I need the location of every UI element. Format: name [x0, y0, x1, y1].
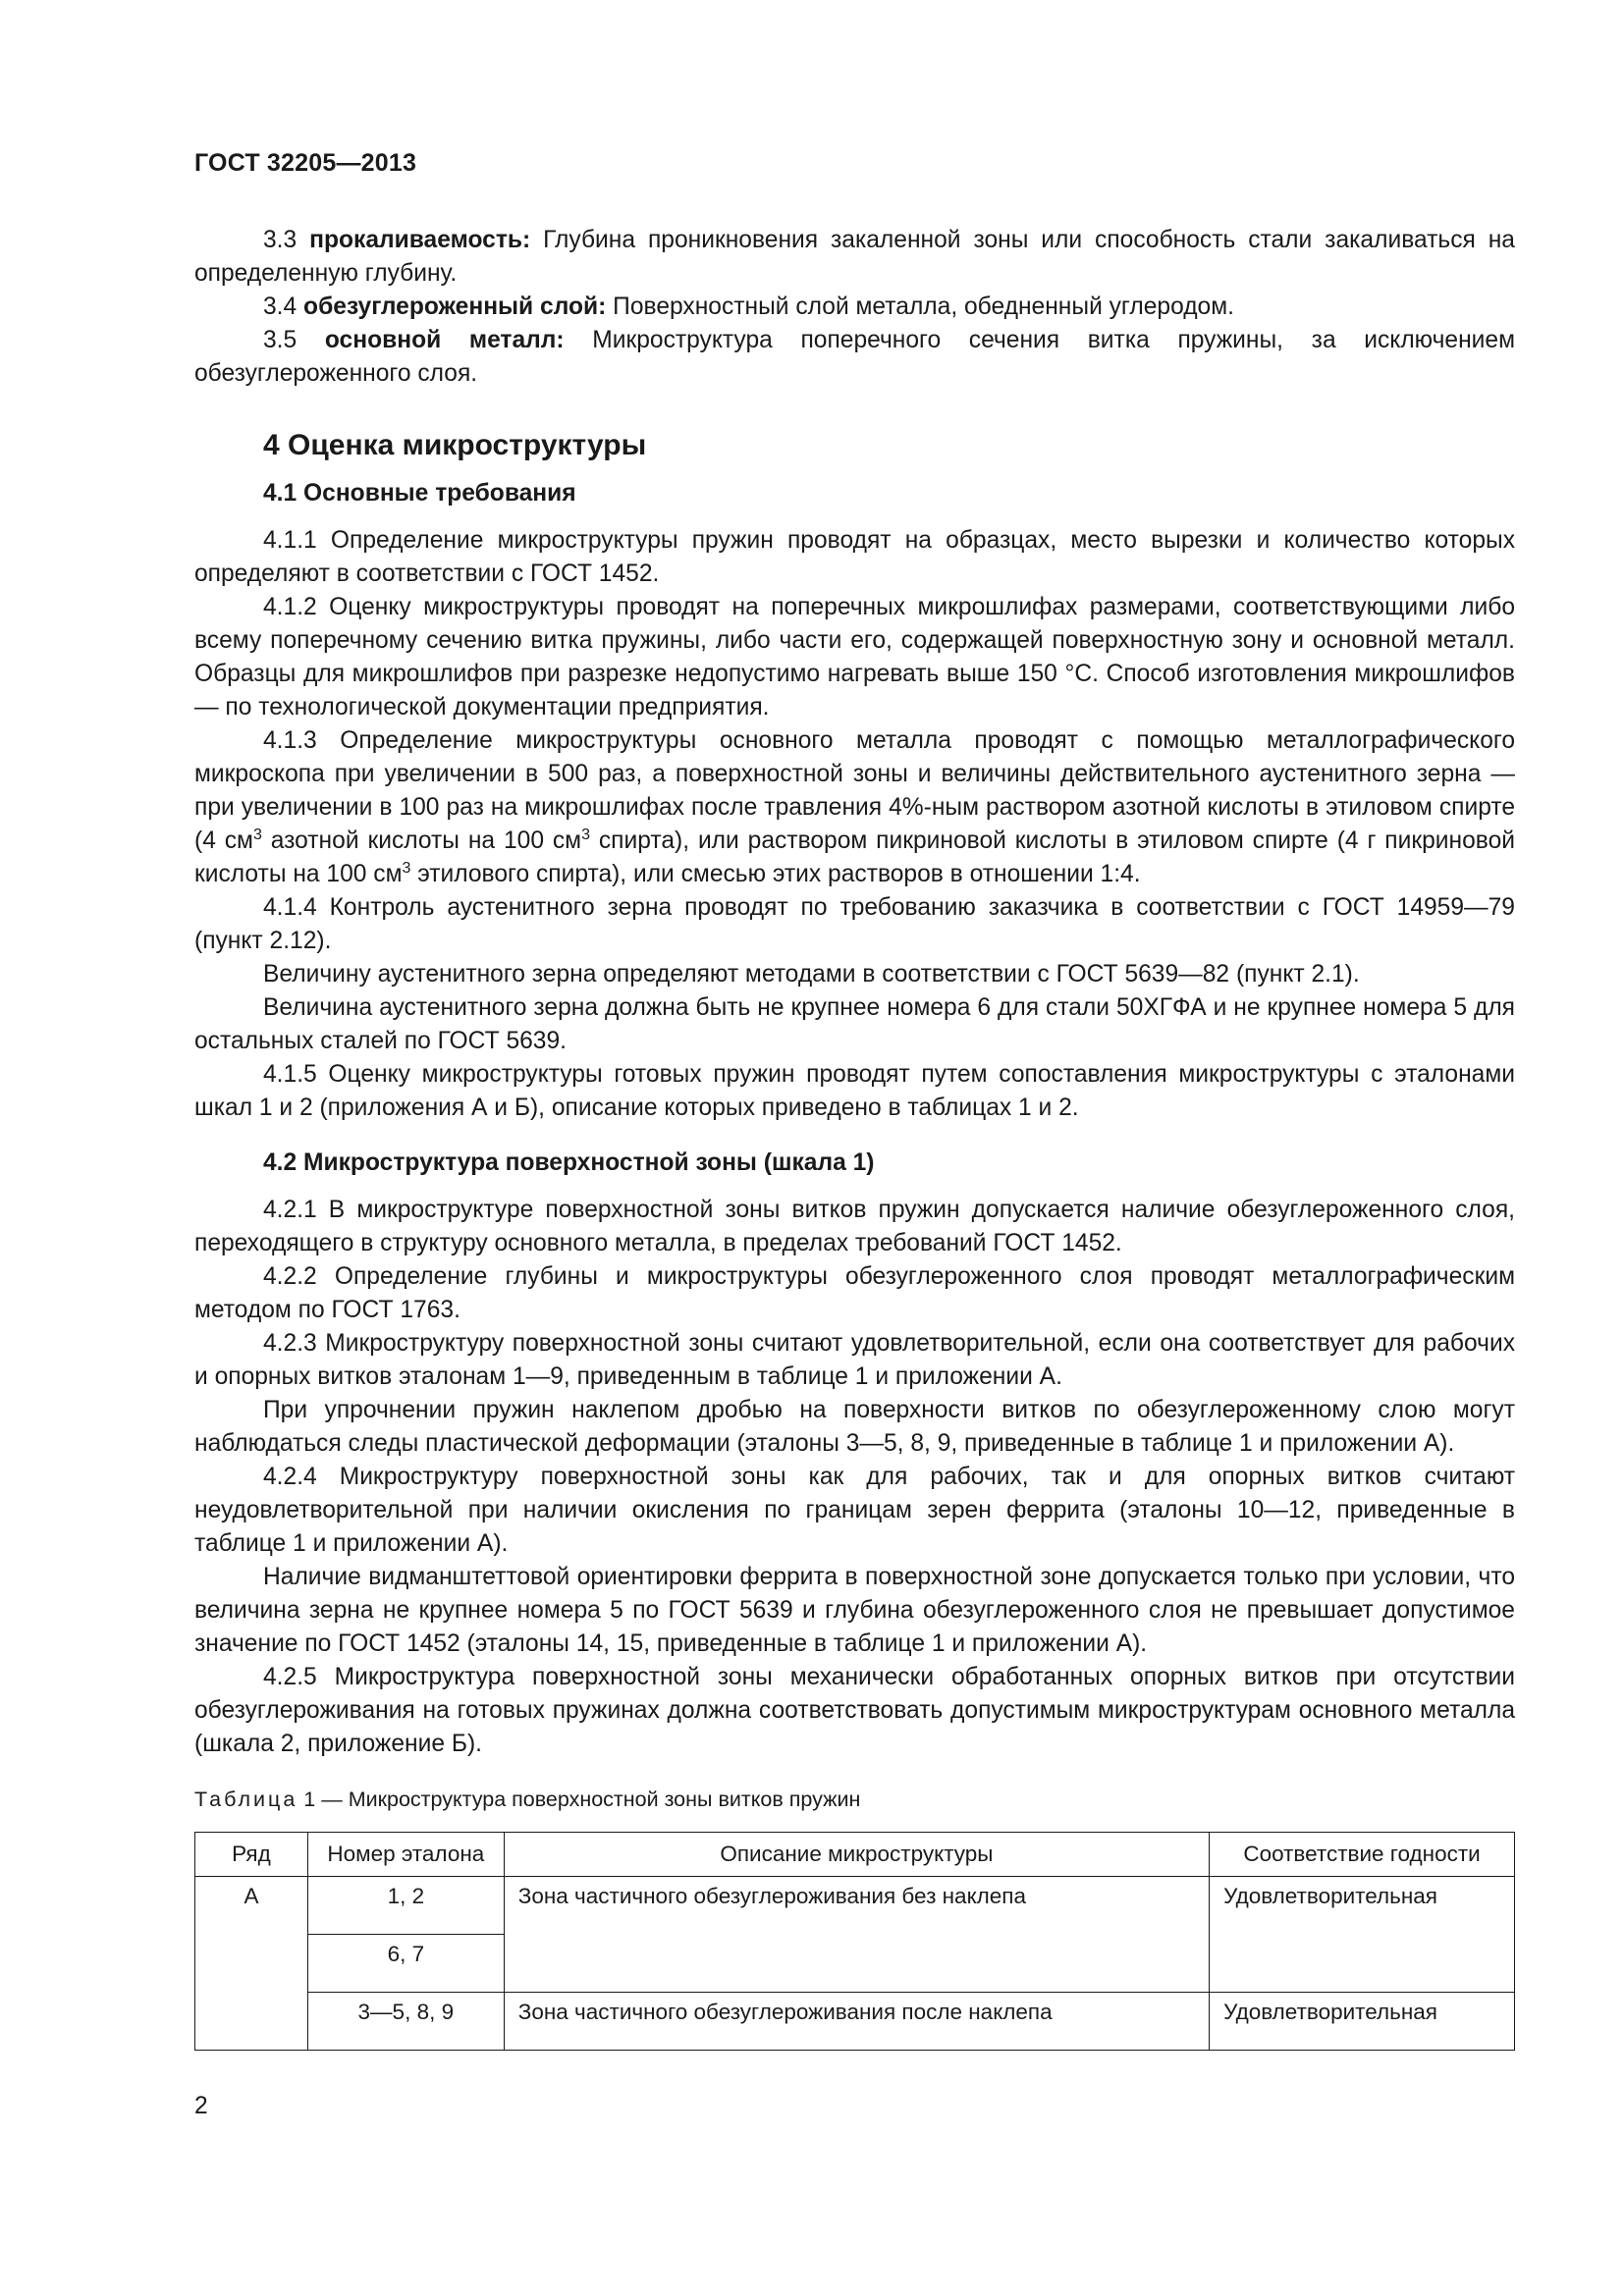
paragraph-4-1-2: 4.1.2 Оценку микроструктуры проводят на поперечных микрошлифах размерами, соответствующими либо всему поперечному сечению витка пружины, либо части его, содержащей поверхностную зону и основной металл. Образцы для микрошлифов при разрезке недопустимо нагревать выше 150 °С. Способ изготовления микрошлифов — по технологической документации предприятия. — [194, 594, 1515, 721]
paragraph-4-2-5: 4.2.5 Микроструктура поверхностной зоны механически обработанных опорных витков при отсутствии обезуглероживания на готовых пружинах должна соответствовать допустимым микроструктурам основного металла (шкала 2, приложение Б). — [194, 1664, 1515, 1757]
description-cell: Зона частичного обезуглероживания без наклепа — [504, 1877, 1209, 1993]
term: прокаливаемость: — [309, 227, 531, 253]
paragraph-4-1-1: 4.1.1 Определение микроструктуры пружин проводят на образцах, место вырезки и количество которых определяют в соответствии с ГОСТ 1452. — [194, 527, 1515, 587]
term: основной металл: — [324, 327, 565, 353]
header-description: Описание микроструктуры — [504, 1833, 1209, 1877]
description-cell: Зона частичного обезуглероживания после наклепа — [504, 1993, 1209, 2051]
paragraph-4-1-5: 4.1.5 Оценку микроструктуры готовых пружин проводят путем сопоставления микроструктуры с эталонами шкал 1 и 2 (приложения А и Б), описание которых приведено в таблицах 1 и 2. — [194, 1061, 1515, 1121]
term: обезуглероженный слой: — [303, 294, 607, 320]
microstructure-table — [194, 1832, 1515, 2051]
paragraph-4-2-2: 4.2.2 Определение глубины и микроструктуры обезуглероженного слоя проводят металлографическим методом по ГОСТ 1763. — [194, 1263, 1515, 1323]
definition-3-4: 3.4 обезуглероженный слой: Поверхностный слой металла, обедненный углеродом. — [263, 294, 1234, 320]
paragraph-widmanstatten: Наличие видманштеттовой ориентировки феррита в поверхностной зоне допускается только при условии, что величина зерна не крупнее номера 5 по ГОСТ 5639 и глубина обезуглероженного слоя не превышает допустимое значение по ГОСТ 1452 (эталоны 14, 15, приведенные в таблице 1 и приложении А). — [194, 1564, 1515, 1657]
header-etalon-number: Номер эталона — [307, 1833, 504, 1877]
paragraph-4-1-4: 4.1.4 Контроль аустенитного зерна проводят по требованию заказчика в соответствии с ГОСТ 14959—79 (пункт 2.12). — [194, 894, 1515, 954]
paragraph-grain-methods: Величину аустенитного зерна определяют методами в соответствии с ГОСТ 5639—82 (пункт 2.1). — [263, 961, 1360, 988]
paragraph-4-1-3: 4.1.3 Определение микроструктуры основного металла проводят с помощью металлографического микроскопа при увеличении в 500 раз, а поверхностной зоны и величины действительного аустенитного зерна — при увеличении в 100 раз на микрошлифах после травления 4%-ным раствором азотной кислоты в этиловом спирте (4 $см^3$ азотной кислоты на 100 $см^3$ спирта), или раствором пикриновой кислоты в этиловом спирте (4 г пикриновой кислоты на 100 $см^3$ этилового спирта), или смесью этих растворов в отношении 1:4. — [194, 727, 1516, 887]
row-group-cell: А — [195, 1877, 308, 2051]
etalon-cell: 1, 2 — [307, 1877, 504, 1935]
suitability-cell: Удовлетворительная — [1210, 1877, 1515, 1993]
header-row-group: Ряд — [195, 1833, 308, 1877]
header-suitability: Соответствие годности — [1210, 1833, 1515, 1877]
paragraph-4-2-1: 4.2.1 В микроструктуре поверхностной зоны витков пружин допускается наличие обезуглероженного слоя, переходящего в структуру основного металла, в пределах требований ГОСТ 1452. — [194, 1197, 1515, 1256]
paragraph-4-2-4: 4.2.4 Микроструктуру поверхностной зоны как для рабочих, так и для опорных витков считают неудовлетворительной при наличии окисления по границам зерен феррита (эталоны 10—12, приведенные в таблице 1 и приложении А). — [194, 1464, 1515, 1557]
subsection-title-4-1: 4.1 Основные требования — [263, 480, 576, 507]
paragraph-shot-peening: При упрочнении пружин наклепом дробью на поверхности витков по обезуглероженному слою могут наблюдаться следы пластической деформации (эталоны 3—5, 8, 9, приведенные в таблице 1 и приложении А). — [194, 1397, 1515, 1457]
paragraph-grain-size: Величина аустенитного зерна должна быть не крупнее номера 6 для стали 50ХГФА и не крупнее номера 5 для остальных сталей по ГОСТ 5639. — [194, 994, 1515, 1054]
subsection-title-4-2: 4.2 Микроструктура поверхностной зоны (шкала 1) — [263, 1149, 875, 1176]
table-row — [195, 1877, 1515, 1935]
table-caption: Таблица 1 — Микроструктура поверхностной зоны витков пружин — [194, 1788, 861, 1811]
section-title: 4 Оценка микроструктуры — [263, 429, 647, 461]
etalon-cell: 6, 7 — [307, 1935, 504, 1993]
table-header-row — [195, 1833, 1515, 1877]
page-body — [194, 224, 1515, 2051]
definition-3-5: 3.5 основной металл: Микроструктура поперечного сечения витка пружины, за исключением обезуглероженного слоя. — [194, 327, 1515, 387]
etalon-cell: 3—5, 8, 9 — [307, 1993, 504, 2051]
paragraph-4-2-3: 4.2.3 Микроструктуру поверхностной зоны считают удовлетворительной, если она соответствует для рабочих и опорных витков эталонам 1—9, приведенным в таблице 1 и приложении А. — [194, 1330, 1515, 1390]
suitability-cell: Удовлетворительная — [1210, 1993, 1515, 2051]
definition-3-3: 3.3 прокаливаемость: Глубина проникновения закаленной зоны или способность стали закаливаться на определенную глубину. — [194, 227, 1515, 287]
document-code: ГОСТ 32205—2013 — [194, 149, 417, 177]
table-row — [195, 1993, 1515, 2051]
page-number: 2 — [194, 2093, 208, 2119]
